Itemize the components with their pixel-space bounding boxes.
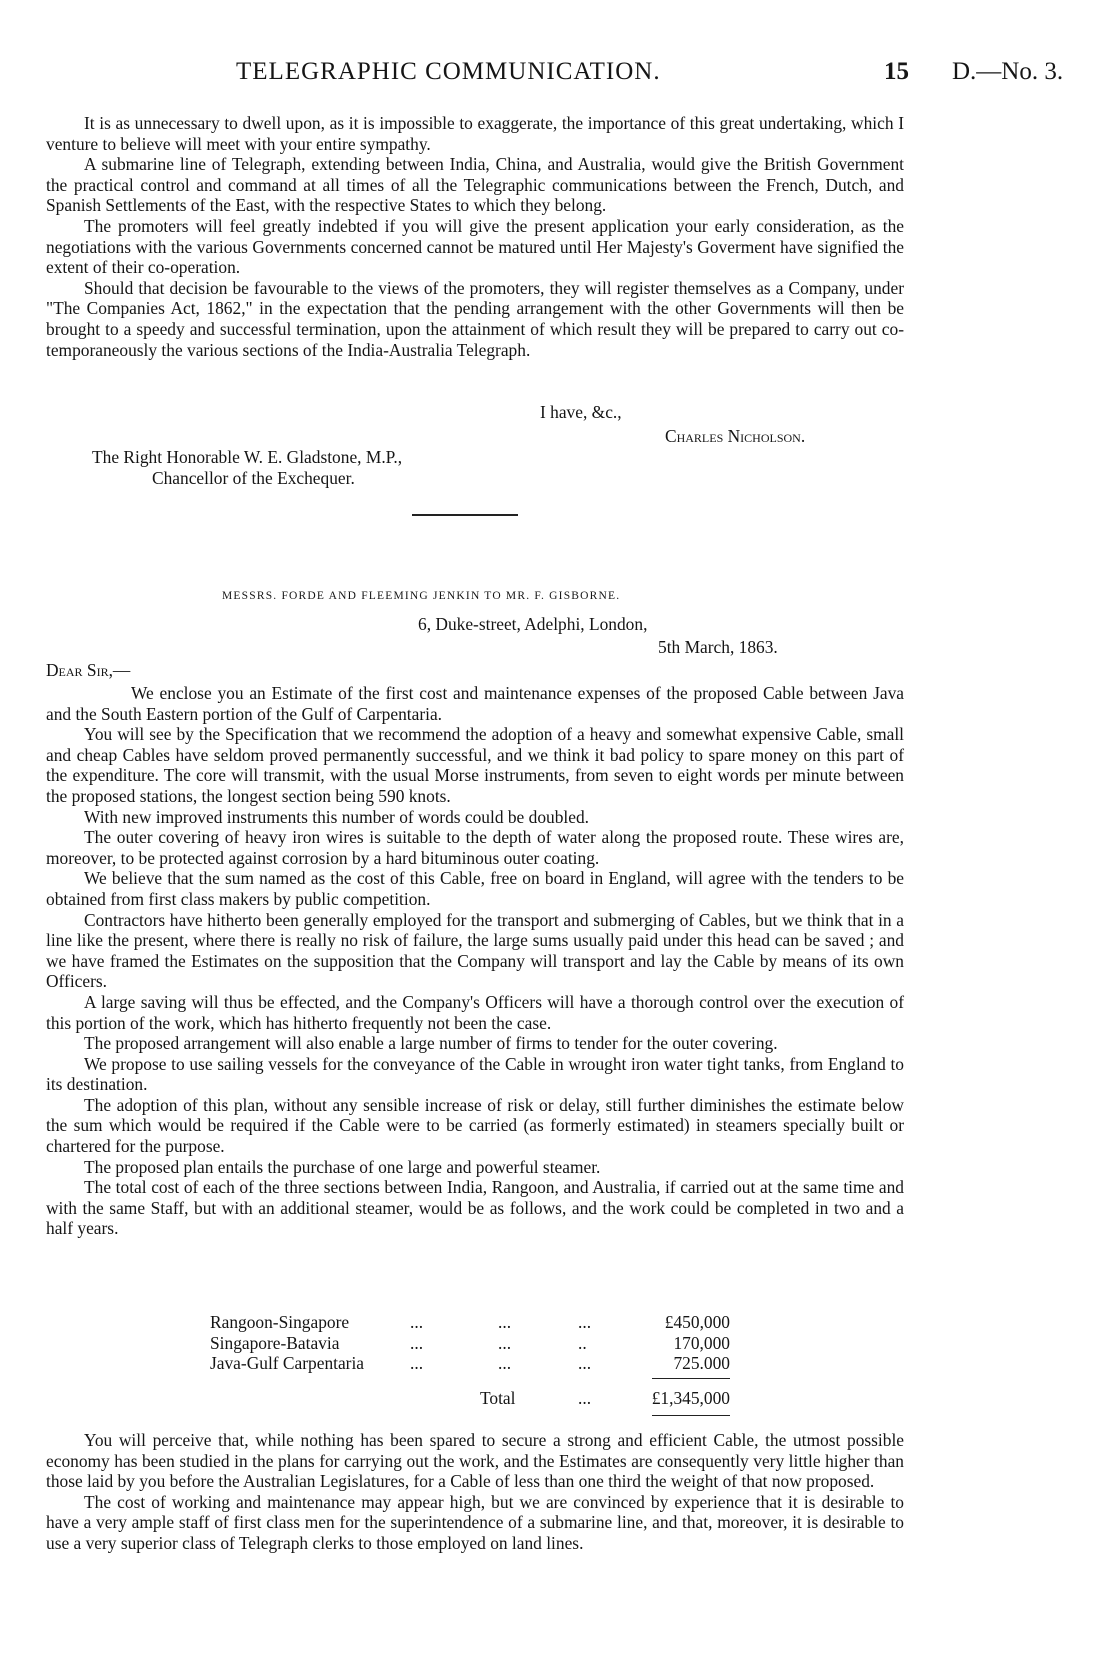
paragraph: With new improved instruments this number of words could be doubled. bbox=[84, 806, 589, 827]
leader-dots: ... bbox=[578, 1312, 592, 1332]
leader-dots: ... bbox=[498, 1332, 512, 1353]
paragraph: A large saving will thus be effected, and the Company's Officers will have a thorough control over the execution of this portion of the work, which has hitherto frequently not been the case. bbox=[46, 991, 904, 1033]
paragraph: A submarine line of Telegraph, extending between India, China, and Australia, would give the British Government the practical control and command at all times of all the Telegraphic communications between the French, Dutch, and Spanish Settlements of the East, with the respective States to which they belong. bbox=[46, 154, 904, 216]
section-divider bbox=[412, 514, 518, 516]
table-row bbox=[210, 1312, 730, 1333]
paragraph: We believe that the sum named as the cost of this Cable, free on board in England, will agree with the tenders to be obtained from first class makers by public competition. bbox=[46, 868, 904, 909]
paragraph: You will perceive that, while nothing has been spared to secure a strong and efficient Cable, the utmost possible economy has been studied in the plans for carrying out the work, and the Estimates are consequently very little higher than those laid by you before the Australian Legislatures, for a Cable of less than one third the weight of that now proposed. bbox=[46, 1430, 904, 1492]
section-name: Singapore-Batavia bbox=[210, 1332, 340, 1353]
leader-dots: ... bbox=[498, 1312, 512, 1332]
letter-two-body bbox=[46, 683, 904, 1239]
paragraph: The proposed arrangement will also enable a large number of firms to tender for the outer covering. bbox=[84, 1033, 778, 1054]
leader-dots: ... bbox=[498, 1353, 512, 1374]
sender-address: 6, Duke-street, Adelphi, London, bbox=[418, 614, 648, 634]
paragraph: The total cost of each of the three sections between India, Rangoon, and Australia, if carried out at the same time and with the same Staff, but with an additional steamer, would be as follows, and the work could be completed in two and a half years. bbox=[46, 1177, 904, 1239]
paragraph: It is as unnecessary to dwell upon, as it is impossible to exaggerate, the importance of this great undertaking, which I venture to believe will meet with your entire sympathy. bbox=[46, 113, 904, 154]
signature: Charles Nicholson. bbox=[665, 426, 806, 446]
section-cost: 170,000 bbox=[673, 1332, 730, 1353]
page-header bbox=[0, 58, 1114, 92]
addressee-title: Chancellor of the Exchequer. bbox=[152, 468, 355, 488]
total-underline bbox=[652, 1415, 730, 1416]
section-name: Rangoon-Singapore bbox=[210, 1312, 350, 1332]
leader-dots: .. bbox=[578, 1332, 587, 1353]
paragraph: The cost of working and maintenance may appear high, but we are convinced by experience that it is desirable to have a very ample staff of first class men for the superintendence of a submarine line, and that, moreover, it is desirable to use a very superior class of Telegraph clerks to those employed on land lines. bbox=[46, 1491, 904, 1553]
paragraph: The outer covering of heavy iron wires is suitable to the depth of water along the proposed route. These wires are, moreover, to be protected against corrosion by a hard bituminous outer coating. bbox=[46, 827, 904, 868]
paragraph: The proposed plan entails the purchase of one large and powerful steamer. bbox=[84, 1156, 601, 1177]
paragraph: We enclose you an Estimate of the first cost and maintenance expenses of the proposed Cable between Java and the South Eastern portion of the Gulf of Carpentaria. bbox=[46, 683, 904, 724]
letter-two-closing bbox=[46, 1430, 904, 1554]
table-row bbox=[210, 1353, 730, 1374]
section-cost: 725.000 bbox=[673, 1353, 730, 1374]
addressee-name: The Right Honorable W. E. Gladstone, M.P., bbox=[92, 447, 403, 467]
paragraph: Should that decision be favourable to the views of the promoters, they will register themselves as a Company, under "The Companies Act, 1862," in the expectation that the pending arrangement with the other Governments will then be brought to a speedy and successful termination, upon the attainment of which result they will be prepared to carry out co-temporaneously the various sections of the India-Australia Telegraph. bbox=[46, 277, 904, 360]
table-row bbox=[210, 1333, 730, 1354]
leader-dots: ... bbox=[410, 1332, 424, 1353]
total-amount: £1,345,000 bbox=[651, 1388, 730, 1408]
letter-date: 5th March, 1863. bbox=[658, 637, 778, 657]
paragraph: The promoters will feel greatly indebted if you will give the present application your early consideration, as the negotiations with the various Governments concerned cannot be matured until Her Majesty's Goverment have signified the extent of their co-operation. bbox=[46, 215, 904, 278]
section-cost: £450,000 bbox=[664, 1312, 730, 1332]
salutation: Dear Sir,— bbox=[46, 660, 131, 680]
page-number: 15 bbox=[884, 58, 909, 85]
document-reference: D.—No. 3. bbox=[952, 58, 1064, 85]
total-label: Total bbox=[480, 1388, 516, 1408]
leader-dots: ... bbox=[578, 1353, 592, 1374]
paragraph: You will see by the Specification that we recommend the adoption of a heavy and somewhat expensive Cable, small and cheap Cables have seldom proved permanently successful, and we think it bad policy to spare money on this part of the expenditure. The core will transmit, with the usual Morse instruments, from seven to eight words per minute between the proposed stations, the longest section being 590 knots. bbox=[46, 724, 904, 806]
leader-dots: ... bbox=[578, 1388, 592, 1408]
cost-table bbox=[210, 1312, 730, 1374]
paragraph: Contractors have hitherto been generally employed for the transport and submerging of Cables, but we think that in a line like the present, where there is really no risk of failure, the large sums usually paid under this head can be saved ; and we have framed the Estimates on the supposition that the Company will transport and lay the Cable by means of its own Officers. bbox=[46, 909, 904, 992]
section-name: Java-Gulf Carpentaria bbox=[210, 1353, 365, 1374]
leader-dots: ... bbox=[410, 1353, 424, 1374]
running-title: TELEGRAPHIC COMMUNICATION. bbox=[236, 58, 661, 85]
sum-rule bbox=[652, 1378, 730, 1379]
leader-dots: ... bbox=[410, 1312, 424, 1332]
paragraph: We propose to use sailing vessels for the conveyance of the Cable in wrought iron water tight tanks, from England to its destination. bbox=[46, 1053, 904, 1095]
paragraph: The adoption of this plan, without any sensible increase of risk or delay, still further diminishes the estimate below the sum which would be required if the Cable were to be carried (as formerly estimated) in steamers specially built or chartered for the purpose. bbox=[46, 1094, 904, 1157]
letter-heading: MESSRS. FORDE AND FLEEMING JENKIN TO MR. F. GISBORNE. bbox=[222, 590, 621, 602]
closing-formula: I have, &c., bbox=[540, 402, 622, 422]
letter-one-body bbox=[46, 113, 904, 360]
